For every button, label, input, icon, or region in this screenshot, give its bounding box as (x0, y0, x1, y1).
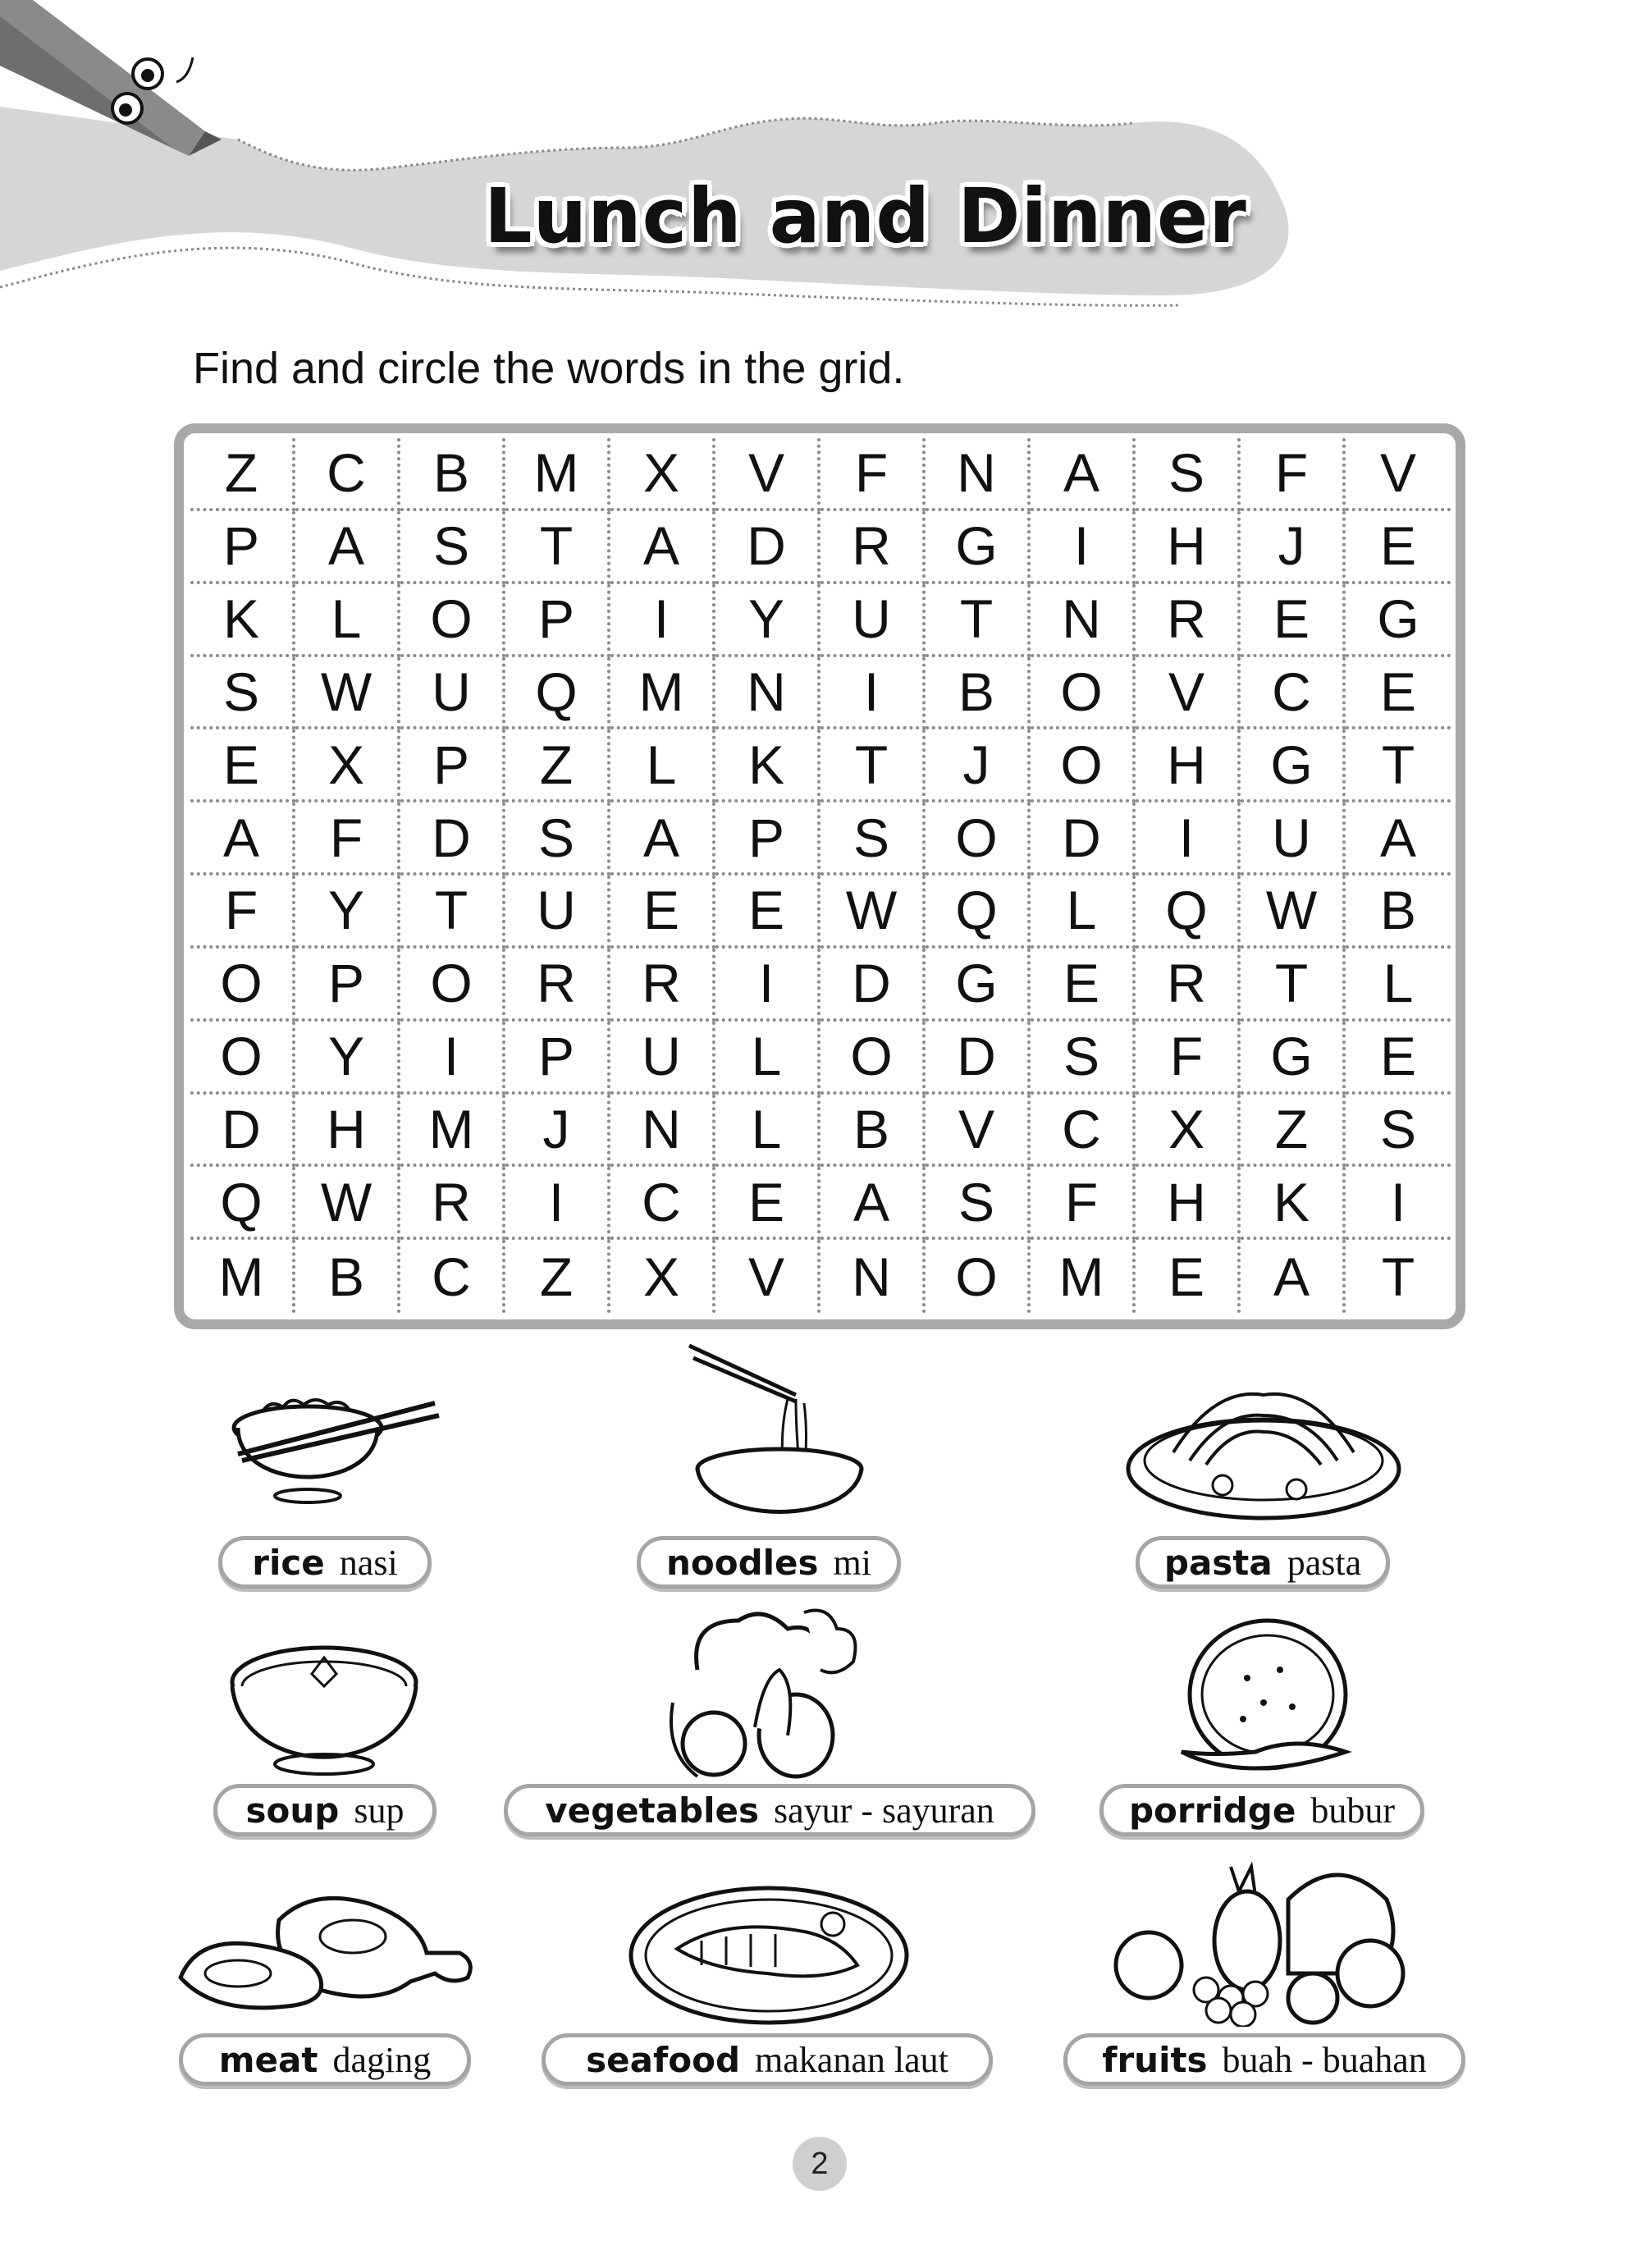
grid-cell[interactable]: C (1241, 657, 1346, 730)
page-number: 2 (793, 2137, 847, 2191)
grid-cell[interactable]: P (715, 802, 820, 876)
noodle-bowl-icon (673, 1337, 870, 1526)
grid-cell[interactable]: P (190, 511, 295, 584)
grid-cell[interactable]: A (1346, 802, 1451, 876)
grid-cell[interactable]: J (926, 729, 1031, 802)
grid-cell[interactable]: U (1241, 802, 1346, 876)
grid-cell[interactable]: V (1136, 657, 1241, 730)
grid-cell[interactable]: S (190, 657, 295, 730)
grid-cell[interactable]: W (295, 657, 400, 730)
grid-cell[interactable]: O (926, 802, 1031, 876)
grid-cell[interactable]: T (505, 511, 610, 584)
grid-cell[interactable]: F (1136, 1022, 1241, 1095)
grid-cell[interactable]: B (295, 1240, 400, 1313)
grid-cell[interactable]: Q (1136, 876, 1241, 949)
word-label-soup: soup sup (213, 1784, 437, 1836)
grid-cell[interactable]: U (610, 1022, 715, 1095)
grid-cell[interactable]: A (295, 511, 400, 584)
grid-cell[interactable]: J (505, 1095, 610, 1168)
grid-cell[interactable]: A (610, 511, 715, 584)
grid-cell[interactable]: Z (1241, 1095, 1346, 1168)
grid-cell[interactable]: S (505, 802, 610, 876)
grid-cell[interactable]: X (610, 1240, 715, 1313)
grid-cell[interactable]: O (1031, 729, 1136, 802)
word-label-porridge: porridge bubur (1099, 1784, 1424, 1836)
grid-cell[interactable]: Q (505, 657, 610, 730)
grid-cell[interactable]: R (820, 511, 926, 584)
grid-cell[interactable]: O (190, 1022, 295, 1095)
meat-icon (172, 1887, 476, 2019)
grid-cell[interactable]: N (715, 657, 820, 730)
grid-cell[interactable]: P (505, 584, 610, 657)
grid-cell[interactable]: R (505, 949, 610, 1022)
grid-cell[interactable]: L (1346, 949, 1451, 1022)
grid-cell[interactable]: F (1241, 438, 1346, 511)
grid-cell[interactable]: U (400, 657, 505, 730)
grid-cell[interactable]: S (1136, 438, 1241, 511)
page-title: Lunch and Dinner (484, 172, 1247, 260)
grid-cell[interactable]: L (715, 1022, 820, 1095)
grid-cell[interactable]: L (295, 584, 400, 657)
grid-cell[interactable]: H (1136, 729, 1241, 802)
grid-cell[interactable]: T (1346, 729, 1451, 802)
grid-cell[interactable]: V (715, 1240, 820, 1313)
grid-cell[interactable]: Z (505, 1240, 610, 1313)
grid-cell[interactable]: Y (295, 876, 400, 949)
grid-cell[interactable]: Q (190, 1167, 295, 1240)
grid-cell[interactable]: P (400, 729, 505, 802)
grid-cell[interactable]: B (820, 1095, 926, 1168)
grid-cell[interactable]: I (1136, 802, 1241, 876)
grid-cell[interactable]: M (505, 438, 610, 511)
grid-cell[interactable]: R (1136, 584, 1241, 657)
grid-cell[interactable]: L (1031, 876, 1136, 949)
grid-cell[interactable]: E (1346, 1022, 1451, 1095)
word-label-pasta: pasta pasta (1136, 1536, 1390, 1589)
word-label-noodles: noodles mi (637, 1536, 901, 1589)
grid-cell[interactable]: X (295, 729, 400, 802)
grid-cell[interactable]: N (820, 1240, 926, 1313)
grid-cell[interactable]: J (1241, 511, 1346, 584)
grid-cell[interactable]: H (295, 1095, 400, 1168)
grid-cell[interactable]: V (1346, 438, 1451, 511)
grid-cell[interactable]: T (400, 876, 505, 949)
grid-cell[interactable]: M (1031, 1240, 1136, 1313)
grid-cell[interactable]: A (190, 802, 295, 876)
grid-cell[interactable]: D (1031, 802, 1136, 876)
grid-cell[interactable]: E (1241, 584, 1346, 657)
rice-bowl-icon (205, 1379, 443, 1518)
grid-cell[interactable]: V (715, 438, 820, 511)
grid-cell[interactable]: H (1136, 1167, 1241, 1240)
grid-cell[interactable]: O (820, 1022, 926, 1095)
grid-cell[interactable]: C (610, 1167, 715, 1240)
grid-cell[interactable]: F (190, 876, 295, 949)
grid-cell[interactable]: P (505, 1022, 610, 1095)
grid-cell[interactable]: N (1031, 584, 1136, 657)
grid-cell[interactable]: T (820, 729, 926, 802)
grid-cell[interactable]: C (400, 1240, 505, 1313)
grid-cell[interactable]: W (295, 1167, 400, 1240)
grid-cell[interactable]: A (1031, 438, 1136, 511)
seafood-platter-icon (628, 1883, 911, 2027)
grid-cell[interactable]: N (610, 1095, 715, 1168)
word-label-rice: rice nasi (218, 1536, 432, 1589)
grid-cell[interactable]: E (1346, 657, 1451, 730)
grid-cell[interactable]: L (610, 729, 715, 802)
grid-cell[interactable]: C (1031, 1095, 1136, 1168)
grid-cell[interactable]: A (820, 1167, 926, 1240)
grid-cell[interactable]: I (715, 949, 820, 1022)
grid-cell[interactable]: S (926, 1167, 1031, 1240)
grid-cell[interactable]: Y (295, 1022, 400, 1095)
grid-cell[interactable]: K (715, 729, 820, 802)
grid-cell[interactable]: D (820, 949, 926, 1022)
fruits-icon (1108, 1850, 1419, 2027)
porridge-bowl-icon (1165, 1612, 1362, 1781)
grid-cell[interactable]: K (1241, 1167, 1346, 1240)
grid-cell[interactable]: U (820, 584, 926, 657)
grid-cell[interactable]: F (1031, 1167, 1136, 1240)
grid-cell[interactable]: Y (715, 584, 820, 657)
grid-cell[interactable]: S (400, 511, 505, 584)
grid-cell[interactable]: L (715, 1095, 820, 1168)
grid-cell[interactable]: T (926, 584, 1031, 657)
grid-cell[interactable]: O (190, 949, 295, 1022)
grid-cell[interactable]: M (190, 1240, 295, 1313)
grid-cell[interactable]: R (400, 1167, 505, 1240)
grid-cell[interactable]: B (1346, 876, 1451, 949)
grid-cell[interactable]: Z (190, 438, 295, 511)
grid-cell[interactable]: Z (505, 729, 610, 802)
grid-cell[interactable]: I (610, 584, 715, 657)
grid-cell[interactable]: O (926, 1240, 1031, 1313)
grid-cell[interactable]: I (820, 657, 926, 730)
grid-cell[interactable]: R (610, 949, 715, 1022)
grid-cell[interactable]: G (926, 949, 1031, 1022)
word-label-fruits: fruits buah - buahan (1063, 2033, 1465, 2086)
grid-cell[interactable]: E (190, 729, 295, 802)
word-label-seafood: seafood makanan laut (542, 2033, 993, 2086)
grid-cell[interactable]: K (190, 584, 295, 657)
grid-cell[interactable]: C (295, 438, 400, 511)
grid-cell[interactable]: E (715, 1167, 820, 1240)
grid-cell[interactable]: F (820, 438, 926, 511)
grid-cell[interactable]: G (1241, 1022, 1346, 1095)
grid-cell[interactable]: U (505, 876, 610, 949)
grid-cell[interactable]: O (400, 584, 505, 657)
instruction-text: Find and circle the words in the grid. (193, 344, 905, 393)
grid-cell[interactable]: T (1241, 949, 1346, 1022)
grid-cell[interactable]: R (1136, 949, 1241, 1022)
grid-cell[interactable]: D (926, 1022, 1031, 1095)
grid-cell[interactable]: X (610, 438, 715, 511)
grid-cell[interactable]: S (1031, 1022, 1136, 1095)
grid-cell[interactable]: A (1241, 1240, 1346, 1313)
grid-cell[interactable]: G (1241, 729, 1346, 802)
word-label-meat: meat daging (179, 2033, 471, 2086)
grid-cell[interactable]: S (1346, 1095, 1451, 1168)
grid-cell[interactable]: H (1136, 511, 1241, 584)
grid-cell[interactable]: I (400, 1022, 505, 1095)
grid-cell[interactable]: I (1031, 511, 1136, 584)
grid-cell[interactable]: G (926, 511, 1031, 584)
grid-cell[interactable]: E (1346, 511, 1451, 584)
grid-cell[interactable]: D (715, 511, 820, 584)
grid-cell[interactable]: N (926, 438, 1031, 511)
grid-cell[interactable]: I (1346, 1167, 1451, 1240)
grid-cell[interactable]: D (400, 802, 505, 876)
grid-cell[interactable]: E (1031, 949, 1136, 1022)
grid-cell[interactable]: P (295, 949, 400, 1022)
grid-cell[interactable]: M (610, 657, 715, 730)
grid-cell[interactable]: F (295, 802, 400, 876)
grid-cell[interactable]: B (926, 657, 1031, 730)
grid-cell[interactable]: E (610, 876, 715, 949)
pasta-plate-icon (1124, 1370, 1403, 1526)
word-label-vegetables: vegetables sayur - sayuran (504, 1784, 1035, 1836)
grid-cell[interactable]: W (820, 876, 926, 949)
title-banner (0, 0, 1313, 320)
grid-cell[interactable]: E (1136, 1240, 1241, 1313)
grid-cell[interactable]: E (715, 876, 820, 949)
vegetables-icon (640, 1604, 903, 1781)
word-search-grid (190, 438, 1451, 1313)
grid-cell[interactable]: I (505, 1167, 610, 1240)
grid-cell[interactable]: D (190, 1095, 295, 1168)
grid-cell[interactable]: G (1346, 584, 1451, 657)
grid-cell[interactable]: T (1381, 1246, 1415, 1307)
soup-bowl-icon (226, 1641, 423, 1781)
grid-cell[interactable]: O (400, 949, 505, 1022)
grid-cell[interactable]: V (926, 1095, 1031, 1168)
grid-cell[interactable]: A (610, 802, 715, 876)
grid-cell[interactable]: Q (926, 876, 1031, 949)
grid-cell[interactable]: M (400, 1095, 505, 1168)
grid-cell[interactable]: O (1031, 657, 1136, 730)
grid-cell[interactable]: W (1241, 876, 1346, 949)
grid-cell[interactable]: X (1136, 1095, 1241, 1168)
grid-cell[interactable]: B (400, 438, 505, 511)
grid-cell[interactable]: S (820, 802, 926, 876)
